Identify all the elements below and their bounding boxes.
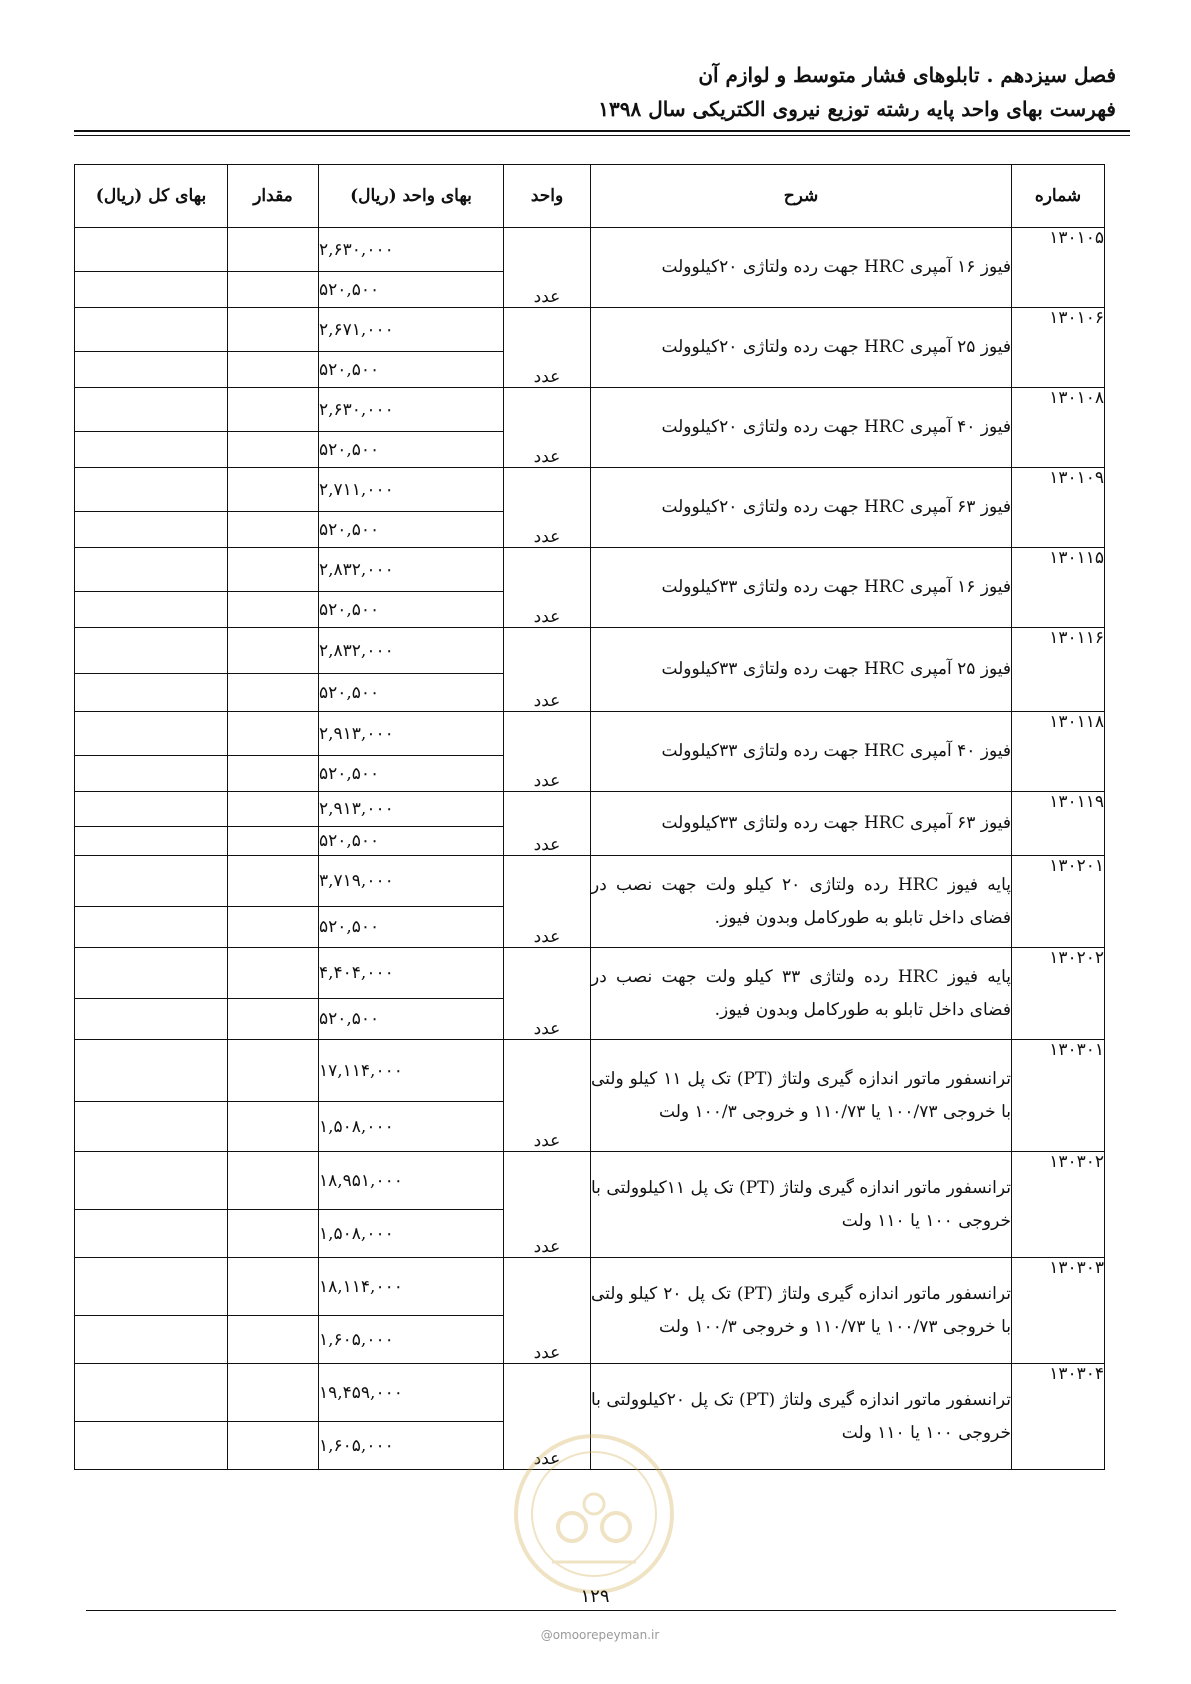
unit-price-primary: ۲,۶۳۰,۰۰۰	[319, 388, 504, 432]
unit-price-primary: ۲,۹۱۳,۰۰۰	[319, 792, 504, 827]
item-description: ترانسفور ماتور اندازه گیری ولتاژ (PT) تک پل ۲۰کیلوولتی با خروجی ۱۰۰ یا ۱۱۰ ولت	[591, 1364, 1012, 1470]
item-number: ۱۳۰۳۰۲	[1012, 1152, 1105, 1258]
table-row	[75, 792, 1105, 827]
unit-price-secondary: ۵۲۰,۵۰۰	[319, 432, 504, 468]
table-row	[75, 388, 1105, 432]
item-number: ۱۳۰۱۰۵	[1012, 228, 1105, 308]
quantity-cell	[228, 512, 319, 548]
col-header-description: شرح	[591, 165, 1012, 228]
quantity-cell	[228, 792, 319, 827]
unit-price-primary: ۴,۴۰۴,۰۰۰	[319, 948, 504, 999]
item-description: فیوز ۶۳ آمپری HRC جهت رده ولتاژی ۲۰کیلوولت	[591, 468, 1012, 548]
total-price-cell	[75, 1364, 228, 1422]
unit-price-secondary: ۵۲۰,۵۰۰	[319, 352, 504, 388]
table-row	[75, 628, 1105, 674]
col-header-unit-price: بهای واحد (ریال)	[319, 165, 504, 228]
item-number: ۱۳۰۲۰۱	[1012, 856, 1105, 948]
unit-price-primary: ۲,۷۱۱,۰۰۰	[319, 468, 504, 512]
total-price-cell	[75, 628, 228, 674]
item-number: ۱۳۰۱۱۸	[1012, 712, 1105, 792]
total-price-cell	[75, 792, 228, 827]
quantity-cell	[228, 1152, 319, 1210]
quantity-cell	[228, 712, 319, 756]
unit-price-primary: ۲,۶۳۰,۰۰۰	[319, 228, 504, 272]
total-price-cell	[75, 1102, 228, 1152]
unit-price-secondary: ۵۲۰,۵۰۰	[319, 272, 504, 308]
item-unit: عدد	[504, 628, 591, 712]
total-price-cell	[75, 432, 228, 468]
item-unit: عدد	[504, 228, 591, 308]
item-description: فیوز ۴۰ آمپری HRC جهت رده ولتاژی ۳۳کیلوولت	[591, 712, 1012, 792]
table-row	[75, 948, 1105, 999]
table-row	[75, 228, 1105, 272]
item-unit: عدد	[504, 1040, 591, 1152]
total-price-cell	[75, 592, 228, 628]
unit-price-primary: ۱۷,۱۱۴,۰۰۰	[319, 1040, 504, 1102]
quantity-cell	[228, 907, 319, 948]
total-price-cell	[75, 352, 228, 388]
quantity-cell	[228, 388, 319, 432]
unit-price-primary: ۲,۸۳۲,۰۰۰	[319, 548, 504, 592]
total-price-cell	[75, 468, 228, 512]
item-unit: عدد	[504, 468, 591, 548]
unit-price-secondary: ۱,۵۰۸,۰۰۰	[319, 1210, 504, 1258]
table-row	[75, 1040, 1105, 1102]
item-description: پایه فیوز HRC رده ولتاژی ۳۳ کیلو ولت جهت نصب در فضای داخل تابلو به طورکامل وبدون فیوز.	[591, 948, 1012, 1040]
quantity-cell	[228, 756, 319, 792]
unit-price-secondary: ۱,۵۰۸,۰۰۰	[319, 1102, 504, 1152]
item-description: فیوز ۱۶ آمپری HRC جهت رده ولتاژی ۲۰کیلوولت	[591, 228, 1012, 308]
item-unit: عدد	[504, 548, 591, 628]
price-list-title: فهرست بهای واحد پایه رشته توزیع نیروی الکتریکی سال ۱۳۹۸	[598, 97, 1116, 121]
col-header-total-price: بهای کل (ریال)	[75, 165, 228, 228]
item-number: ۱۳۰۱۱۹	[1012, 792, 1105, 856]
item-number: ۱۳۰۱۱۶	[1012, 628, 1105, 712]
page-header	[598, 58, 1116, 126]
table-body	[75, 228, 1105, 1470]
table-row	[75, 856, 1105, 907]
unit-price-secondary: ۵۲۰,۵۰۰	[319, 999, 504, 1040]
table-row	[75, 548, 1105, 592]
item-unit: عدد	[504, 308, 591, 388]
unit-price-primary: ۲,۸۳۲,۰۰۰	[319, 628, 504, 674]
item-unit: عدد	[504, 1258, 591, 1364]
unit-price-secondary: ۵۲۰,۵۰۰	[319, 827, 504, 856]
total-price-cell	[75, 388, 228, 432]
unit-price-primary: ۲,۹۱۳,۰۰۰	[319, 712, 504, 756]
item-unit: عدد	[504, 948, 591, 1040]
quantity-cell	[228, 308, 319, 352]
item-number: ۱۳۰۱۱۵	[1012, 548, 1105, 628]
unit-price-secondary: ۵۲۰,۵۰۰	[319, 674, 504, 712]
chapter-title: فصل سیزدهم . تابلوهای فشار متوسط و لوازم آن	[698, 63, 1116, 87]
item-description: فیوز ۴۰ آمپری HRC جهت رده ولتاژی ۲۰کیلوولت	[591, 388, 1012, 468]
item-number: ۱۳۰۱۰۹	[1012, 468, 1105, 548]
quantity-cell	[228, 827, 319, 856]
total-price-cell	[75, 272, 228, 308]
item-unit: عدد	[504, 712, 591, 792]
quantity-cell	[228, 1210, 319, 1258]
page-number: ۱۲۹	[580, 1586, 610, 1607]
total-price-cell	[75, 308, 228, 352]
unit-price-primary: ۱۸,۱۱۴,۰۰۰	[319, 1258, 504, 1316]
total-price-cell	[75, 1040, 228, 1102]
total-price-cell	[75, 827, 228, 856]
unit-price-primary: ۱۸,۹۵۱,۰۰۰	[319, 1152, 504, 1210]
table-row	[75, 712, 1105, 756]
total-price-cell	[75, 948, 228, 999]
quantity-cell	[228, 592, 319, 628]
item-number: ۱۳۰۳۰۴	[1012, 1364, 1105, 1470]
unit-price-primary: ۳,۷۱۹,۰۰۰	[319, 856, 504, 907]
quantity-cell	[228, 352, 319, 388]
table-row	[75, 1258, 1105, 1316]
item-number: ۱۳۰۳۰۳	[1012, 1258, 1105, 1364]
quantity-cell	[228, 228, 319, 272]
item-number: ۱۳۰۳۰۱	[1012, 1040, 1105, 1152]
item-number: ۱۳۰۱۰۸	[1012, 388, 1105, 468]
quantity-cell	[228, 1258, 319, 1316]
item-number: ۱۳۰۱۰۶	[1012, 308, 1105, 388]
total-price-cell	[75, 1316, 228, 1364]
item-unit: عدد	[504, 792, 591, 856]
item-unit: عدد	[504, 1364, 591, 1470]
total-price-cell	[75, 512, 228, 548]
quantity-cell	[228, 1040, 319, 1102]
quantity-cell	[228, 1422, 319, 1470]
unit-price-secondary: ۵۲۰,۵۰۰	[319, 756, 504, 792]
item-unit: عدد	[504, 1152, 591, 1258]
quantity-cell	[228, 1102, 319, 1152]
total-price-cell	[75, 1152, 228, 1210]
total-price-cell	[75, 228, 228, 272]
quantity-cell	[228, 674, 319, 712]
quantity-cell	[228, 628, 319, 674]
website-watermark: @omoorepeyman.ir	[540, 1628, 660, 1642]
item-unit: عدد	[504, 388, 591, 468]
unit-price-secondary: ۵۲۰,۵۰۰	[319, 512, 504, 548]
watermark-seal	[512, 1432, 676, 1596]
table-header-row	[75, 165, 1105, 228]
quantity-cell	[228, 272, 319, 308]
table-row	[75, 308, 1105, 352]
item-unit: عدد	[504, 856, 591, 948]
item-description: پایه فیوز HRC رده ولتاژی ۲۰ کیلو ولت جهت نصب در فضای داخل تابلو به طورکامل وبدون فیوز.	[591, 856, 1012, 948]
quantity-cell	[228, 468, 319, 512]
total-price-cell	[75, 1422, 228, 1470]
table-row	[75, 1152, 1105, 1210]
item-number: ۱۳۰۲۰۲	[1012, 948, 1105, 1040]
quantity-cell	[228, 1364, 319, 1422]
total-price-cell	[75, 674, 228, 712]
col-header-number: شماره	[1012, 165, 1105, 228]
unit-price-secondary: ۵۲۰,۵۰۰	[319, 592, 504, 628]
total-price-cell	[75, 1258, 228, 1316]
item-description: ترانسفور ماتور اندازه گیری ولتاژ (PT) تک پل ۲۰ کیلو ولتی با خروجی ۱۰۰/۷۳ یا ۱۱۰/۷۳ و خروجی ۱۰۰/۳ ولت	[591, 1258, 1012, 1364]
quantity-cell	[228, 548, 319, 592]
item-description: فیوز ۱۶ آمپری HRC جهت رده ولتاژی ۳۳کیلوولت	[591, 548, 1012, 628]
total-price-cell	[75, 712, 228, 756]
quantity-cell	[228, 948, 319, 999]
unit-price-primary: ۲,۶۷۱,۰۰۰	[319, 308, 504, 352]
col-header-quantity: مقدار	[228, 165, 319, 228]
unit-price-secondary: ۱,۶۰۵,۰۰۰	[319, 1316, 504, 1364]
table-row	[75, 1364, 1105, 1422]
quantity-cell	[228, 1316, 319, 1364]
item-description: فیوز ۲۵ آمپری HRC جهت رده ولتاژی ۳۳کیلوولت	[591, 628, 1012, 712]
total-price-cell	[75, 1210, 228, 1258]
unit-price-secondary: ۵۲۰,۵۰۰	[319, 907, 504, 948]
quantity-cell	[228, 999, 319, 1040]
footer-rule	[86, 1610, 1116, 1611]
price-table	[74, 164, 1105, 1470]
item-description: ترانسفور ماتور اندازه گیری ولتاژ (PT) تک پل ۱۱ کیلو ولتی با خروجی ۱۰۰/۷۳ یا ۱۱۰/۷۳ و خروجی ۱۰۰/۳ ولت	[591, 1040, 1012, 1152]
unit-price-primary: ۱۹,۴۵۹,۰۰۰	[319, 1364, 504, 1422]
total-price-cell	[75, 999, 228, 1040]
header-rule-thick	[74, 130, 1130, 132]
col-header-unit: واحد	[504, 165, 591, 228]
quantity-cell	[228, 856, 319, 907]
total-price-cell	[75, 548, 228, 592]
item-description: ترانسفور ماتور اندازه گیری ولتاژ (PT) تک پل ۱۱کیلوولتی با خروجی ۱۰۰ یا ۱۱۰ ولت	[591, 1152, 1012, 1258]
total-price-cell	[75, 756, 228, 792]
item-description: فیوز ۲۵ آمپری HRC جهت رده ولتاژی ۲۰کیلوولت	[591, 308, 1012, 388]
unit-price-secondary: ۱,۶۰۵,۰۰۰	[319, 1422, 504, 1470]
item-description: فیوز ۶۳ آمپری HRC جهت رده ولتاژی ۳۳کیلوولت	[591, 792, 1012, 856]
total-price-cell	[75, 856, 228, 907]
quantity-cell	[228, 432, 319, 468]
total-price-cell	[75, 907, 228, 948]
table-row	[75, 468, 1105, 512]
header-rule-thin	[74, 135, 1130, 136]
